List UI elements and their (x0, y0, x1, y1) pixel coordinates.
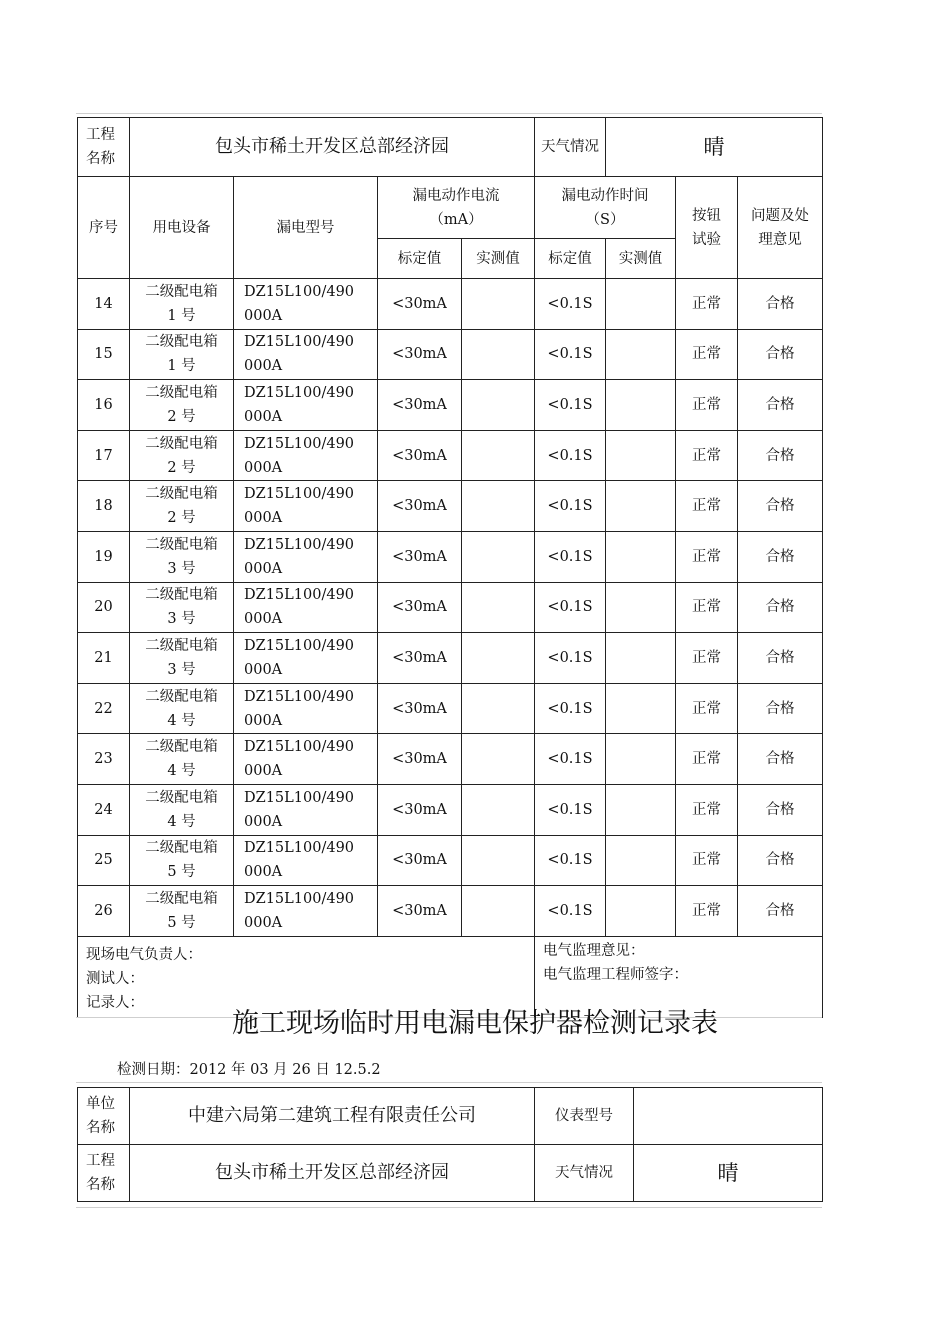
table-row (78, 835, 823, 886)
cell-device: 二级配电箱 4 号 (130, 683, 234, 734)
leakage-test-table (77, 117, 823, 1018)
cell-time-measured (606, 279, 676, 330)
header-button-test: 按钮 试验 (676, 177, 738, 279)
table-row (78, 683, 823, 734)
cell-current-rated: <30mA (378, 481, 462, 532)
cell-seq: 22 (78, 683, 130, 734)
cell-time-measured (606, 835, 676, 886)
cell-current-rated: <30mA (378, 380, 462, 431)
cell-button-test: 正常 (676, 683, 738, 734)
field-tester: 测试人： (86, 970, 144, 987)
header-row-1 (78, 177, 823, 239)
cell-opinion: 合格 (738, 380, 823, 431)
cell-current-rated: <30mA (378, 531, 462, 582)
cell-current-rated: <30mA (378, 430, 462, 481)
cell-model: DZ15L100/490 000A (234, 380, 378, 431)
instrument-label: 仪表型号 (535, 1088, 634, 1145)
header-seq: 序号 (78, 177, 130, 279)
cell-current-rated: <30mA (378, 784, 462, 835)
cell-seq: 23 (78, 734, 130, 785)
table-row (78, 279, 823, 330)
header-issues: 问题及处 理意见 (738, 177, 823, 279)
cell-opinion: 合格 (738, 582, 823, 633)
project-name-value: 包头市稀土开发区总部经济园 (130, 118, 535, 177)
cell-current-measured (462, 835, 535, 886)
cell-time-rated: <0.1S (535, 835, 606, 886)
weather-label: 天气情况 (535, 118, 606, 177)
cell-model: DZ15L100/490 000A (234, 531, 378, 582)
cell-time-rated: <0.1S (535, 481, 606, 532)
cell-opinion: 合格 (738, 835, 823, 886)
header-current-measured: 实测值 (462, 239, 535, 279)
table-row (78, 329, 823, 380)
field-recorder: 记录人： (86, 994, 144, 1011)
cell-opinion: 合格 (738, 734, 823, 785)
cell-model: DZ15L100/490 000A (234, 430, 378, 481)
cell-seq: 15 (78, 329, 130, 380)
project-name-label-2: 工程 名称 (78, 1145, 130, 1202)
test-date: 检测日期：2012 年 03 月 26 日 12.5.2 (117, 1062, 381, 1078)
cell-time-rated: <0.1S (535, 380, 606, 431)
cell-current-measured (462, 683, 535, 734)
table-row (78, 784, 823, 835)
cell-device: 二级配电箱 2 号 (130, 380, 234, 431)
unit-name-label: 单位 名称 (78, 1088, 130, 1145)
cell-device: 二级配电箱 2 号 (130, 481, 234, 532)
table-row (78, 531, 823, 582)
cell-model: DZ15L100/490 000A (234, 582, 378, 633)
cell-time-rated: <0.1S (535, 683, 606, 734)
cell-seq: 19 (78, 531, 130, 582)
cell-seq: 14 (78, 279, 130, 330)
project-name-label: 工程 名称 (78, 118, 130, 177)
cell-current-measured (462, 582, 535, 633)
cell-time-rated: <0.1S (535, 734, 606, 785)
cell-current-measured (462, 430, 535, 481)
second-header-table (77, 1087, 823, 1202)
cell-seq: 20 (78, 582, 130, 633)
cell-time-measured (606, 430, 676, 481)
second-table-bottom-rule (76, 1207, 822, 1208)
field-supervisor-opinion: 电气监理意见： (543, 942, 645, 959)
cell-time-rated: <0.1S (535, 329, 606, 380)
cell-time-rated: <0.1S (535, 531, 606, 582)
cell-seq: 18 (78, 481, 130, 532)
project-row-2 (78, 1145, 823, 1202)
cell-seq: 21 (78, 633, 130, 684)
cell-current-measured (462, 531, 535, 582)
cell-device: 二级配电箱 1 号 (130, 279, 234, 330)
cell-current-measured (462, 633, 535, 684)
cell-device: 二级配电箱 3 号 (130, 531, 234, 582)
cell-device: 二级配电箱 3 号 (130, 633, 234, 684)
cell-button-test: 正常 (676, 329, 738, 380)
cell-current-rated: <30mA (378, 734, 462, 785)
table-row (78, 380, 823, 431)
unit-name-value: 中建六局第二建筑工程有限责任公司 (130, 1088, 535, 1145)
weather-value: 晴 (606, 118, 823, 177)
instrument-value (634, 1088, 823, 1145)
cell-opinion: 合格 (738, 430, 823, 481)
cell-model: DZ15L100/490 000A (234, 784, 378, 835)
cell-current-rated: <30mA (378, 835, 462, 886)
cell-opinion: 合格 (738, 279, 823, 330)
cell-model: DZ15L100/490 000A (234, 279, 378, 330)
cell-current-rated: <30mA (378, 683, 462, 734)
cell-time-measured (606, 380, 676, 431)
cell-device: 二级配电箱 1 号 (130, 329, 234, 380)
cell-button-test: 正常 (676, 835, 738, 886)
cell-model: DZ15L100/490 000A (234, 886, 378, 937)
project-name-value-2: 包头市稀土开发区总部经济园 (130, 1145, 535, 1202)
cell-opinion: 合格 (738, 886, 823, 937)
cell-current-rated: <30mA (378, 329, 462, 380)
cell-button-test: 正常 (676, 380, 738, 431)
cell-opinion: 合格 (738, 481, 823, 532)
cell-model: DZ15L100/490 000A (234, 481, 378, 532)
cell-time-measured (606, 886, 676, 937)
header-leak-time: 漏电动作时间 （S） (535, 177, 676, 239)
header-time-measured: 实测值 (606, 239, 676, 279)
cell-current-measured (462, 481, 535, 532)
cell-current-measured (462, 886, 535, 937)
page-top-rule (76, 113, 822, 114)
weather-label-2: 天气情况 (535, 1145, 634, 1202)
table-row (78, 886, 823, 937)
table-row (78, 430, 823, 481)
cell-model: DZ15L100/490 000A (234, 734, 378, 785)
cell-opinion: 合格 (738, 531, 823, 582)
cell-device: 二级配电箱 5 号 (130, 886, 234, 937)
cell-device: 二级配电箱 3 号 (130, 582, 234, 633)
cell-seq: 26 (78, 886, 130, 937)
table-row (78, 734, 823, 785)
cell-time-rated: <0.1S (535, 784, 606, 835)
project-row (78, 118, 823, 177)
cell-time-rated: <0.1S (535, 886, 606, 937)
cell-opinion: 合格 (738, 683, 823, 734)
cell-time-rated: <0.1S (535, 279, 606, 330)
table-row (78, 481, 823, 532)
table-row (78, 633, 823, 684)
cell-seq: 16 (78, 380, 130, 431)
cell-current-rated: <30mA (378, 886, 462, 937)
cell-seq: 24 (78, 784, 130, 835)
cell-time-measured (606, 329, 676, 380)
header-model: 漏电型号 (234, 177, 378, 279)
header-device: 用电设备 (130, 177, 234, 279)
header-leak-current: 漏电动作电流 （mA） (378, 177, 535, 239)
weather-value-2: 晴 (634, 1145, 823, 1202)
cell-time-rated: <0.1S (535, 582, 606, 633)
cell-seq: 25 (78, 835, 130, 886)
cell-model: DZ15L100/490 000A (234, 835, 378, 886)
cell-time-measured (606, 683, 676, 734)
unit-row (78, 1088, 823, 1145)
cell-model: DZ15L100/490 000A (234, 633, 378, 684)
cell-current-measured (462, 784, 535, 835)
cell-button-test: 正常 (676, 430, 738, 481)
cell-seq: 17 (78, 430, 130, 481)
cell-button-test: 正常 (676, 886, 738, 937)
cell-opinion: 合格 (738, 784, 823, 835)
document-title: 施工现场临时用电漏电保护器检测记录表 (232, 1008, 718, 1039)
cell-opinion: 合格 (738, 329, 823, 380)
header-time-rated: 标定值 (535, 239, 606, 279)
cell-time-rated: <0.1S (535, 633, 606, 684)
cell-current-measured (462, 329, 535, 380)
cell-button-test: 正常 (676, 279, 738, 330)
cell-device: 二级配电箱 2 号 (130, 430, 234, 481)
cell-device: 二级配电箱 5 号 (130, 835, 234, 886)
cell-time-measured (606, 531, 676, 582)
field-supervisor-signature: 电气监理工程师签字： (543, 966, 688, 983)
cell-model: DZ15L100/490 000A (234, 329, 378, 380)
cell-time-measured (606, 582, 676, 633)
cell-current-measured (462, 279, 535, 330)
cell-time-measured (606, 481, 676, 532)
cell-current-measured (462, 734, 535, 785)
cell-opinion: 合格 (738, 633, 823, 684)
second-table-top-rule (76, 1082, 822, 1083)
cell-current-rated: <30mA (378, 633, 462, 684)
cell-time-measured (606, 734, 676, 785)
header-current-rated: 标定值 (378, 239, 462, 279)
table-body (78, 279, 823, 937)
cell-button-test: 正常 (676, 784, 738, 835)
cell-current-measured (462, 380, 535, 431)
cell-button-test: 正常 (676, 633, 738, 684)
cell-time-measured (606, 784, 676, 835)
cell-model: DZ15L100/490 000A (234, 683, 378, 734)
cell-device: 二级配电箱 4 号 (130, 784, 234, 835)
table-row (78, 582, 823, 633)
cell-button-test: 正常 (676, 582, 738, 633)
cell-current-rated: <30mA (378, 279, 462, 330)
cell-button-test: 正常 (676, 481, 738, 532)
cell-button-test: 正常 (676, 531, 738, 582)
cell-current-rated: <30mA (378, 582, 462, 633)
field-site-electrician: 现场电气负责人： (86, 946, 202, 963)
cell-device: 二级配电箱 4 号 (130, 734, 234, 785)
cell-time-rated: <0.1S (535, 430, 606, 481)
cell-button-test: 正常 (676, 734, 738, 785)
cell-time-measured (606, 633, 676, 684)
